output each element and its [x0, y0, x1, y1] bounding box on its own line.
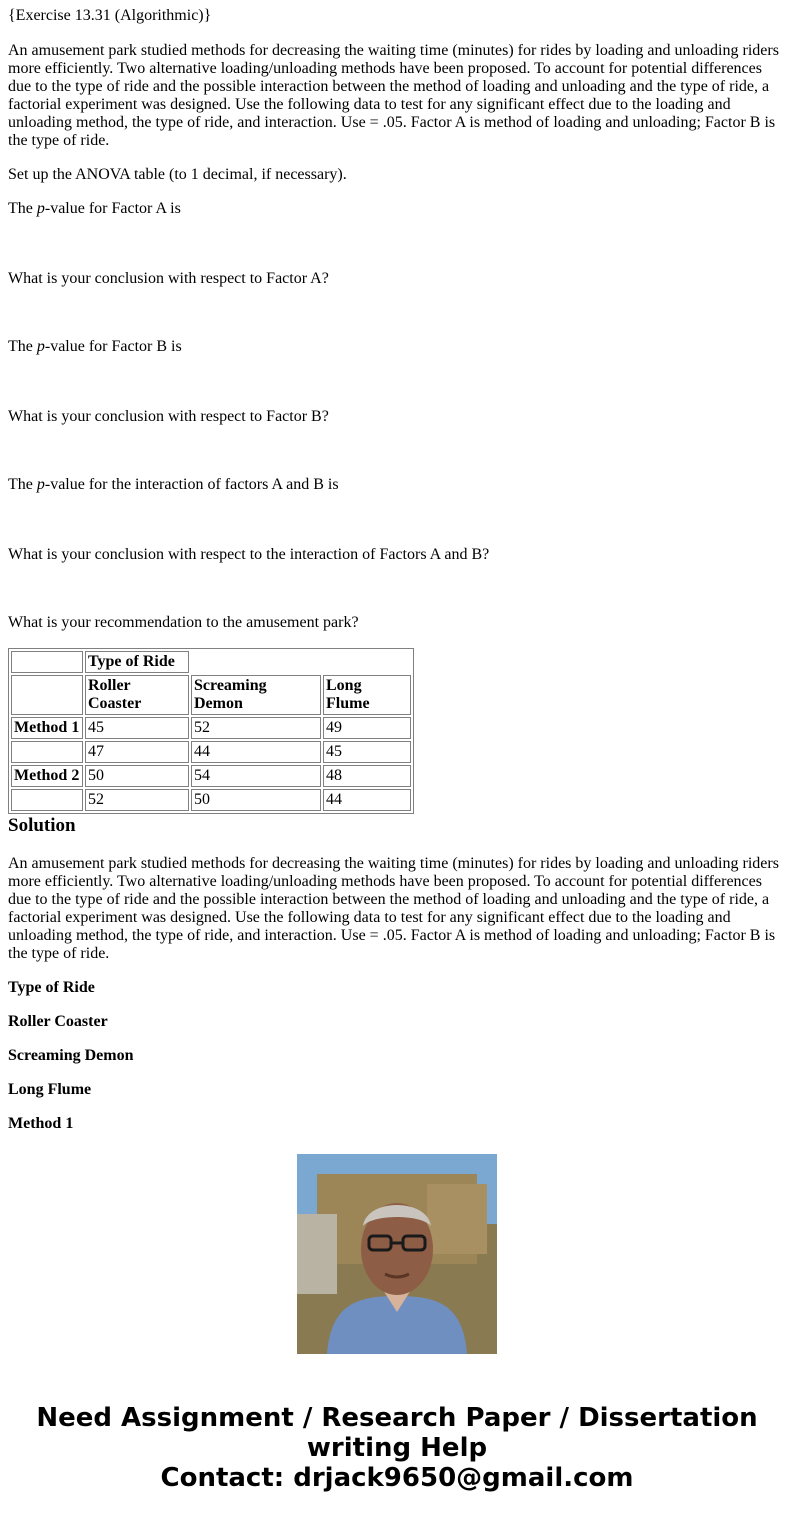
solution-label: Long Flume [8, 1081, 92, 1098]
problem-intro: An amusement park studied methods for decreasing the waiting time (minutes) for rides by loading and unloading riders more efficiently. Two alternative loading/unloading methods have been proposed. To account for potential differences due to the type of ride and the possible interaction between the method of loading and unloading and the type of ride, a factorial experiment was designed. Use the following data to test for any significant effect due to the loading and unloading method, the type of ride, and interaction. Use = .05. Factor A is method of loading and unloading; Factor B is the type of ride. [8, 42, 779, 149]
table-cell: 50 [85, 765, 189, 787]
question-conclusion-ab: What is your conclusion with respect to the interaction of Factors A and B? [8, 546, 490, 563]
table-cell: 47 [85, 741, 189, 763]
table-cell: 44 [191, 741, 321, 763]
solution-label: Roller Coaster [8, 1013, 108, 1030]
setup-instruction: Set up the ANOVA table (to 1 decimal, if necessary). [8, 166, 347, 183]
table-cell: 48 [323, 765, 411, 787]
question-conclusion-a: What is your conclusion with respect to Factor A? [8, 270, 329, 287]
table-row [11, 789, 411, 811]
table-cell: 45 [323, 741, 411, 763]
table-row [11, 675, 411, 715]
row-label: Method 2 [11, 765, 83, 787]
promo-line: Need Assignment / Research Paper / Dissertation [36, 1403, 758, 1433]
promo-banner [0, 1123, 794, 1523]
tutor-photo [297, 1154, 497, 1354]
column-header: Roller Coaster [85, 675, 189, 715]
solution-intro: An amusement park studied methods for decreasing the waiting time (minutes) for rides by loading and unloading riders more efficiently. Two alternative loading/unloading methods have been proposed. To account for potential differences due to the type of ride and the possible interaction between the method of loading and unloading and the type of ride, a factorial experiment was designed. Use the following data to test for any significant effect due to the loading and unloading method, the type of ride, and interaction. Use = .05. Factor A is method of loading and unloading; Factor B is the type of ride. [8, 855, 779, 962]
question-pvalue-a: The p-value for Factor A is [8, 200, 181, 217]
promo-contact: Contact: drjack9650@gmail.com [160, 1463, 634, 1493]
row-label [11, 789, 83, 811]
table-cell: 44 [323, 789, 411, 811]
column-header: Long Flume [323, 675, 411, 715]
table-row [11, 741, 411, 763]
table-cell: 52 [191, 717, 321, 739]
document-body [8, 0, 786, 1132]
column-header: Screaming Demon [191, 675, 321, 715]
data-table-wrap [8, 648, 786, 814]
row-label: Method 1 [11, 717, 83, 739]
exercise-title: {Exercise 13.31 (Algorithmic)} [8, 7, 212, 24]
table-row [11, 651, 411, 673]
avatar [297, 1154, 497, 1354]
table-cell: 50 [191, 789, 321, 811]
table-cell: 45 [85, 717, 189, 739]
table-cell: 49 [323, 717, 411, 739]
table-row [11, 717, 411, 739]
row-label [11, 741, 83, 763]
type-of-ride-header: Type of Ride [85, 651, 189, 673]
promo-text [0, 1403, 794, 1493]
data-table [8, 648, 414, 814]
question-pvalue-ab: The p-value for the interaction of factors A and B is [8, 476, 339, 493]
question-recommendation: What is your recommendation to the amusement park? [8, 614, 359, 631]
question-conclusion-b: What is your conclusion with respect to Factor B? [8, 408, 329, 425]
solution-heading: Solution [8, 815, 76, 836]
table-cell: 54 [191, 765, 321, 787]
solution-label: Method 1 [8, 1115, 74, 1132]
solution-label: Screaming Demon [8, 1047, 134, 1064]
table-row [11, 765, 411, 787]
promo-line: writing Help [306, 1433, 488, 1463]
solution-label: Type of Ride [8, 979, 95, 996]
table-cell: 52 [85, 789, 189, 811]
question-pvalue-b: The p-value for Factor B is [8, 338, 182, 355]
